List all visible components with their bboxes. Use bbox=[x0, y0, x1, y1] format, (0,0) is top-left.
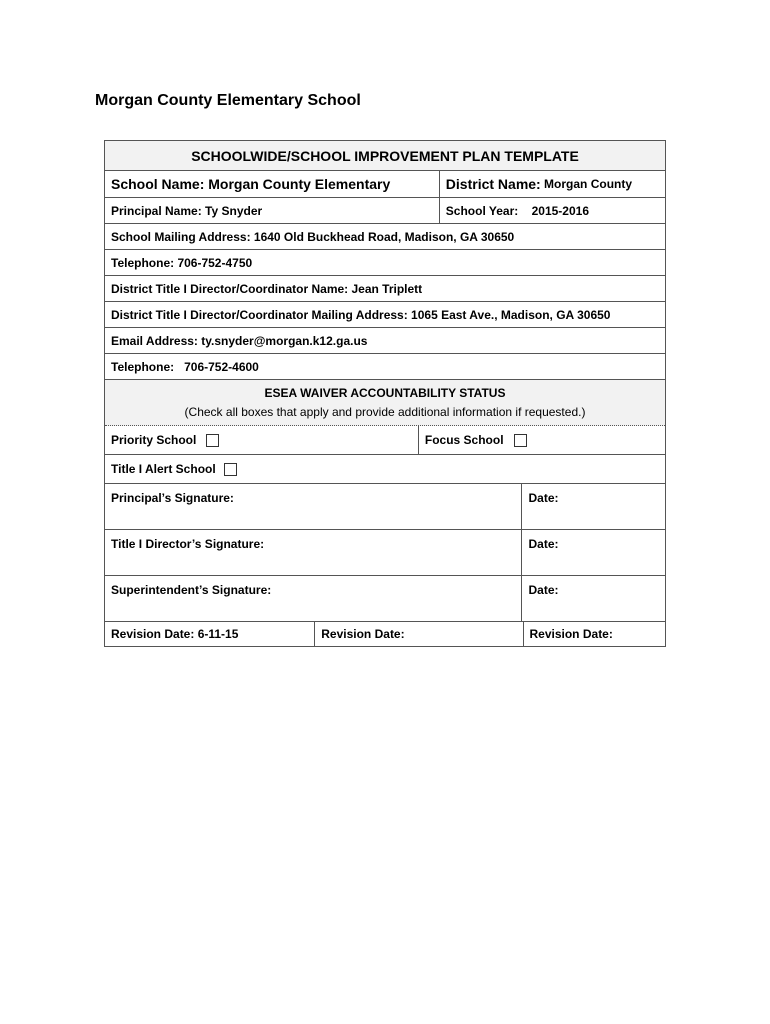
principal-signature-row bbox=[105, 484, 665, 530]
title-alert-checkbox[interactable] bbox=[224, 463, 237, 476]
school-name-field[interactable]: School Name: Morgan County Elementary bbox=[111, 176, 391, 192]
principal-signature-field[interactable]: Principal’s Signature: bbox=[111, 491, 234, 505]
mailing-address-field[interactable]: School Mailing Address: 1640 Old Buckhead Road, Madison, GA 30650 bbox=[111, 229, 515, 244]
status-instructions: (Check all boxes that apply and provide additional information if requested.) bbox=[184, 405, 586, 419]
email-field[interactable]: Email Address: ty.snyder@morgan.k12.ga.us bbox=[111, 333, 368, 348]
priority-focus-row bbox=[105, 426, 665, 455]
document-title: Morgan County Elementary School bbox=[95, 92, 361, 109]
director-signature-field[interactable]: Title I Director’s Signature: bbox=[111, 537, 265, 551]
district-name-field[interactable] bbox=[439, 171, 665, 197]
email-row bbox=[105, 328, 665, 354]
revision-date-2[interactable]: Revision Date: bbox=[314, 622, 522, 646]
coordinator-address-row bbox=[105, 302, 665, 328]
superintendent-date-field[interactable]: Date: bbox=[521, 576, 665, 621]
school-year-field[interactable]: School Year: 2015-2016 bbox=[439, 198, 665, 223]
status-header-row bbox=[105, 380, 665, 426]
coordinator-name-row bbox=[105, 276, 665, 302]
status-header bbox=[105, 380, 665, 425]
district-name-value: Morgan County bbox=[540, 177, 633, 191]
priority-school-label: Priority School bbox=[111, 433, 197, 447]
revision-date-1[interactable]: Revision Date: 6-11-15 bbox=[111, 627, 239, 641]
focus-school-checkbox[interactable] bbox=[514, 434, 527, 447]
title-alert-row bbox=[105, 455, 665, 484]
school-district-row bbox=[105, 171, 665, 198]
superintendent-signature-field[interactable]: Superintendent’s Signature: bbox=[111, 583, 272, 597]
principal-date-field[interactable]: Date: bbox=[521, 484, 665, 529]
focus-school-option bbox=[418, 426, 665, 454]
director-date-field[interactable]: Date: bbox=[521, 530, 665, 575]
priority-school-option bbox=[105, 426, 418, 454]
mailing-address-row bbox=[105, 224, 665, 250]
superintendent-signature-row bbox=[105, 576, 665, 622]
status-title: ESEA WAIVER ACCOUNTABILITY STATUS bbox=[264, 386, 506, 400]
coordinator-telephone-row bbox=[105, 354, 665, 380]
form-header: SCHOOLWIDE/SCHOOL IMPROVEMENT PLAN TEMPLATE bbox=[191, 147, 579, 164]
revision-date-3[interactable]: Revision Date: bbox=[523, 622, 666, 646]
coordinator-name-field[interactable]: District Title I Director/Coordinator Name: Jean Triplett bbox=[111, 281, 423, 296]
coordinator-address-field[interactable]: District Title I Director/Coordinator Mailing Address: 1065 East Ave., Madison, GA 30650 bbox=[111, 307, 611, 322]
district-name-label: District Name: bbox=[445, 176, 541, 192]
revision-row bbox=[105, 622, 665, 647]
priority-school-checkbox[interactable] bbox=[206, 434, 219, 447]
focus-school-label: Focus School bbox=[424, 433, 504, 447]
telephone-row bbox=[105, 250, 665, 276]
title-alert-label: Title I Alert School bbox=[111, 462, 216, 476]
form-header-row bbox=[105, 141, 665, 171]
telephone-field[interactable]: Telephone: 706-752-4750 bbox=[111, 255, 253, 270]
principal-year-row bbox=[105, 198, 665, 224]
improvement-plan-form bbox=[104, 140, 666, 647]
principal-name-field[interactable]: Principal Name: Ty Snyder bbox=[111, 203, 263, 218]
director-signature-row bbox=[105, 530, 665, 576]
title-alert-option bbox=[105, 455, 665, 483]
coordinator-telephone-field[interactable]: Telephone: 706-752-4600 bbox=[111, 359, 259, 374]
